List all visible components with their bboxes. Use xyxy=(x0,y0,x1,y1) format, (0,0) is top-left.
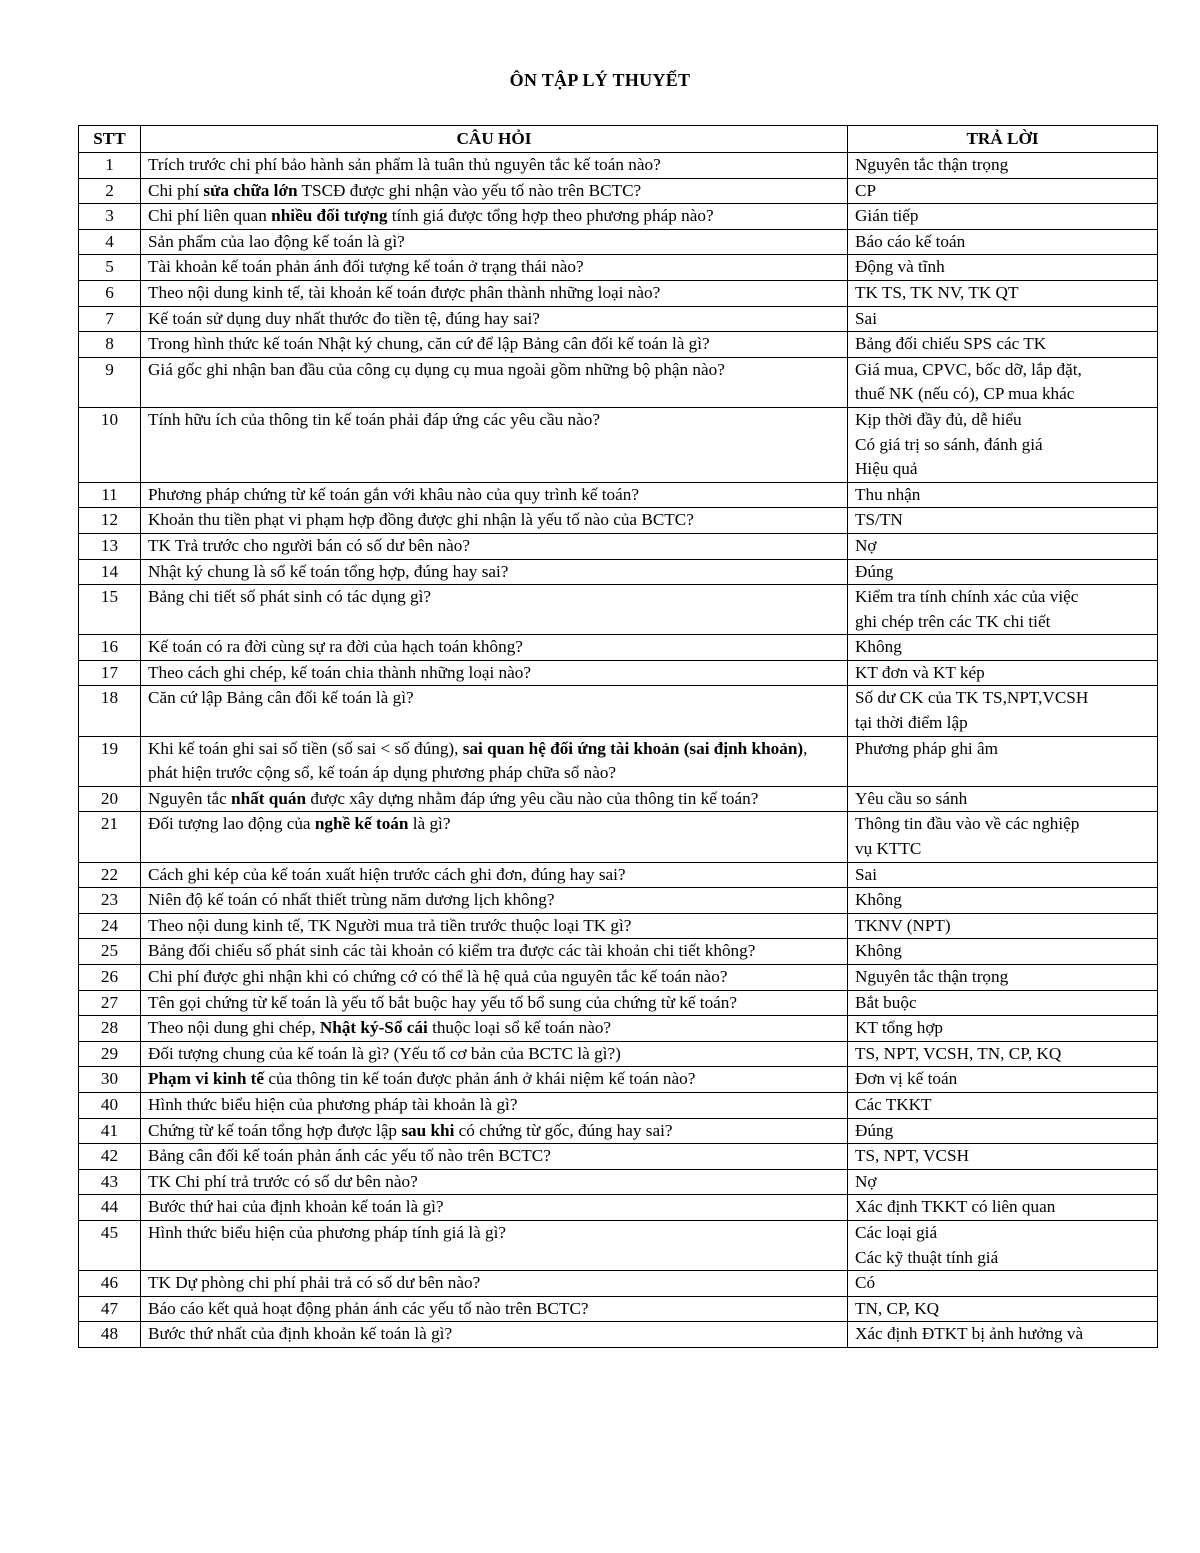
question-cell xyxy=(141,1118,848,1144)
question-cell xyxy=(141,585,848,635)
question-cell xyxy=(141,1067,848,1093)
question-cell xyxy=(141,990,848,1016)
row-number: 41 xyxy=(79,1118,141,1144)
answer-cell xyxy=(848,1322,1158,1348)
answer-line: TN, CP, KQ xyxy=(855,1298,940,1318)
question-text: Bước thứ hai của định khoản kế toán là gì? xyxy=(148,1197,444,1217)
answer-line: vụ KTTC xyxy=(855,839,922,859)
table-row xyxy=(79,1092,1158,1118)
question-emphasis: Phạm vi kinh tế xyxy=(148,1069,265,1089)
answer-cell xyxy=(848,357,1158,407)
question-cell xyxy=(141,204,848,230)
question-text: Hình thức biểu hiện của phương pháp tài khoản là gì? xyxy=(148,1094,518,1114)
table-row xyxy=(79,1067,1158,1093)
answer-cell xyxy=(848,1067,1158,1093)
answer-cell xyxy=(848,786,1158,812)
table-row xyxy=(79,533,1158,559)
row-number: 20 xyxy=(79,786,141,812)
table-body xyxy=(79,153,1158,1348)
answer-cell xyxy=(848,990,1158,1016)
question-cell xyxy=(141,482,848,508)
question-text: , phát hiện trước cộng sổ, kế toán áp dụng phương pháp chữa sổ nào? xyxy=(148,738,808,783)
row-number: 40 xyxy=(79,1092,141,1118)
answer-cell xyxy=(848,1016,1158,1042)
question-emphasis: sau khi xyxy=(401,1120,455,1140)
answer-line: Các TKKT xyxy=(855,1094,932,1114)
row-number: 8 xyxy=(79,332,141,358)
answer-line: Không xyxy=(855,941,902,961)
table-row xyxy=(79,482,1158,508)
question-cell xyxy=(141,1195,848,1221)
table-row xyxy=(79,686,1158,736)
answer-line: Đúng xyxy=(855,1120,894,1140)
answer-cell xyxy=(848,1195,1158,1221)
question-text: có chứng từ gốc, đúng hay sai? xyxy=(454,1120,673,1140)
table-row xyxy=(79,862,1158,888)
question-text: Chi phí được ghi nhận khi có chứng cớ có thể là hệ quả của nguyên tắc kế toán nào? xyxy=(148,967,728,986)
answer-cell xyxy=(848,255,1158,281)
answer-line: Nguyên tắc thận trọng xyxy=(855,155,1009,174)
answer-line: CP xyxy=(855,180,877,200)
row-number: 26 xyxy=(79,965,141,991)
question-cell xyxy=(141,812,848,862)
table-row xyxy=(79,229,1158,255)
question-text: tính giá được tổng hợp theo phương pháp nào? xyxy=(387,206,714,226)
answer-line: Đúng xyxy=(855,561,894,581)
table-row xyxy=(79,332,1158,358)
question-emphasis: sửa chữa lớn xyxy=(203,180,298,200)
table-row xyxy=(79,990,1158,1016)
table-row xyxy=(79,508,1158,534)
answer-line: Nợ xyxy=(855,535,877,555)
question-cell xyxy=(141,888,848,914)
answer-cell xyxy=(848,482,1158,508)
question-text: Đối tượng chung của kế toán là gì? (Yếu tố cơ bản của BCTC là gì?) xyxy=(148,1043,621,1063)
question-cell xyxy=(141,357,848,407)
table-row xyxy=(79,1195,1158,1221)
row-number: 45 xyxy=(79,1220,141,1270)
table-row xyxy=(79,1322,1158,1348)
row-number: 9 xyxy=(79,357,141,407)
answer-cell xyxy=(848,280,1158,306)
answer-line: Có xyxy=(855,1273,876,1293)
table-row xyxy=(79,786,1158,812)
page-title: ÔN TẬP LÝ THUYẾT xyxy=(509,70,691,90)
question-cell xyxy=(141,736,848,786)
question-cell xyxy=(141,1016,848,1042)
question-text: Theo nội dung ghi chép, xyxy=(148,1018,320,1038)
table-row xyxy=(79,585,1158,635)
row-number: 43 xyxy=(79,1169,141,1195)
question-text: Theo nội dung kinh tế, tài khoản kế toán được phân thành những loại nào? xyxy=(148,282,661,302)
question-text: Kế toán sử dụng duy nhất thước đo tiền tệ, đúng hay sai? xyxy=(148,308,540,328)
row-number: 1 xyxy=(79,153,141,179)
qa-table xyxy=(78,125,1158,1348)
answer-cell xyxy=(848,204,1158,230)
answer-cell xyxy=(848,660,1158,686)
answer-cell xyxy=(848,965,1158,991)
row-number: 46 xyxy=(79,1271,141,1297)
question-text: Tài khoản kế toán phản ánh đối tượng kế toán ở trạng thái nào? xyxy=(148,257,584,277)
row-number: 42 xyxy=(79,1144,141,1170)
answer-line: tại thời điểm lập xyxy=(855,713,968,733)
answer-cell xyxy=(848,862,1158,888)
question-cell xyxy=(141,686,848,736)
answer-line: TS, NPT, VCSH, TN, CP, KQ xyxy=(855,1043,1062,1063)
question-text: được xây dựng nhằm đáp ứng yêu cầu nào của thông tin kế toán? xyxy=(306,788,759,808)
row-number: 4 xyxy=(79,229,141,255)
table-row xyxy=(79,255,1158,281)
table-row xyxy=(79,660,1158,686)
answer-cell xyxy=(848,1041,1158,1067)
answer-line: Hiệu quả xyxy=(855,459,918,479)
row-number: 6 xyxy=(79,280,141,306)
question-text: Kế toán có ra đời cùng sự ra đời của hạch toán không? xyxy=(148,637,523,657)
question-cell xyxy=(141,229,848,255)
row-number: 10 xyxy=(79,407,141,482)
header-question: CÂU HỎI xyxy=(141,126,848,153)
question-cell xyxy=(141,1041,848,1067)
answer-line: Báo cáo kế toán xyxy=(855,231,966,251)
table-header-row xyxy=(79,126,1158,153)
question-emphasis: Nhật ký-Sổ cái xyxy=(319,1018,428,1038)
table-row xyxy=(79,178,1158,204)
question-text: Theo cách ghi chép, kế toán chia thành những loại nào? xyxy=(148,662,532,682)
question-cell xyxy=(141,533,848,559)
question-cell xyxy=(141,1271,848,1297)
answer-line: TK TS, TK NV, TK QT xyxy=(855,282,1019,302)
answer-line: Bắt buộc xyxy=(855,992,917,1012)
question-text: Báo cáo kết quả hoạt động phản ánh các yếu tố nào trên BCTC? xyxy=(148,1298,589,1318)
question-text: Trích trước chi phí bảo hành sản phẩm là tuân thủ nguyên tắc kế toán nào? xyxy=(148,155,661,174)
answer-line: Xác định TKKT có liên quan xyxy=(855,1197,1056,1217)
question-text: TK Dự phòng chi phí phải trả có số dư bên nào? xyxy=(148,1273,481,1293)
answer-line: Kịp thời đầy đủ, dễ hiểu xyxy=(855,409,1022,429)
answer-cell xyxy=(848,1296,1158,1322)
table-row xyxy=(79,1016,1158,1042)
table-row xyxy=(79,1118,1158,1144)
answer-cell xyxy=(848,686,1158,736)
table-row xyxy=(79,888,1158,914)
row-number: 44 xyxy=(79,1195,141,1221)
answer-line: Yêu cầu so sánh xyxy=(855,788,968,808)
question-text: Chứng từ kế toán tổng hợp được lập xyxy=(148,1120,402,1140)
answer-line: Phương pháp ghi âm xyxy=(855,738,999,758)
question-text: Chi phí xyxy=(148,180,204,200)
row-number: 7 xyxy=(79,306,141,332)
row-number: 16 xyxy=(79,635,141,661)
answer-cell xyxy=(848,585,1158,635)
table-row xyxy=(79,736,1158,786)
question-cell xyxy=(141,939,848,965)
question-cell xyxy=(141,407,848,482)
row-number: 22 xyxy=(79,862,141,888)
answer-line: Không xyxy=(855,890,902,910)
answer-line: KT tổng hợp xyxy=(855,1018,944,1038)
question-cell xyxy=(141,862,848,888)
answer-cell xyxy=(848,407,1158,482)
answer-cell xyxy=(848,635,1158,661)
question-emphasis: nhiều đối tượng xyxy=(271,206,388,226)
question-text: Giá gốc ghi nhận ban đầu của công cụ dụng cụ mua ngoài gồm những bộ phận nào? xyxy=(148,359,725,379)
question-cell xyxy=(141,1169,848,1195)
question-text: Đối tượng lao động của xyxy=(148,814,315,834)
answer-line: TKNV (NPT) xyxy=(855,915,951,935)
question-cell xyxy=(141,153,848,179)
answer-line: thuế NK (nếu có), CP mua khác xyxy=(855,384,1075,404)
row-number: 12 xyxy=(79,508,141,534)
answer-cell xyxy=(848,1092,1158,1118)
table-row xyxy=(79,635,1158,661)
table-row xyxy=(79,1169,1158,1195)
table-row xyxy=(79,153,1158,179)
table-row xyxy=(79,1041,1158,1067)
row-number: 11 xyxy=(79,482,141,508)
question-cell xyxy=(141,1296,848,1322)
question-cell xyxy=(141,559,848,585)
question-cell xyxy=(141,1322,848,1348)
answer-cell xyxy=(848,1220,1158,1270)
row-number: 24 xyxy=(79,913,141,939)
answer-line: Bảng đối chiếu SPS các TK xyxy=(855,334,1047,354)
answer-line: Có giá trị so sánh, đánh giá xyxy=(855,434,1043,454)
answer-cell xyxy=(848,1271,1158,1297)
question-text: Tính hữu ích của thông tin kế toán phải đáp ứng các yêu cầu nào? xyxy=(148,409,600,429)
question-cell xyxy=(141,1220,848,1270)
question-text: Căn cứ lập Bảng cân đối kế toán là gì? xyxy=(148,688,414,708)
answer-line: TS/TN xyxy=(855,510,903,530)
answer-line: Nguyên tắc thận trọng xyxy=(855,967,1009,986)
answer-cell xyxy=(848,812,1158,862)
question-cell xyxy=(141,255,848,281)
table-row xyxy=(79,1271,1158,1297)
question-text: Hình thức biểu hiện của phương pháp tính giá là gì? xyxy=(148,1222,507,1242)
answer-cell xyxy=(848,508,1158,534)
question-text: thuộc loại sổ kế toán nào? xyxy=(427,1018,612,1038)
answer-cell xyxy=(848,559,1158,585)
answer-line: Đơn vị kế toán xyxy=(855,1069,958,1089)
row-number: 17 xyxy=(79,660,141,686)
row-number: 29 xyxy=(79,1041,141,1067)
table-row xyxy=(79,407,1158,482)
question-text: Tên gọi chứng từ kế toán là yếu tố bắt buộc hay yếu tố bổ sung của chứng từ kế toán? xyxy=(148,992,738,1012)
question-text: Sản phẩm của lao động kế toán là gì? xyxy=(148,231,405,251)
row-number: 25 xyxy=(79,939,141,965)
answer-line: KT đơn và KT kép xyxy=(855,662,985,682)
answer-cell xyxy=(848,533,1158,559)
table-row xyxy=(79,965,1158,991)
question-emphasis: nghề kế toán xyxy=(314,814,409,834)
row-number: 2 xyxy=(79,178,141,204)
question-emphasis: sai quan hệ đối ứng tài khoản (sai định khoản) xyxy=(462,738,804,758)
answer-line: Xác định ĐTKT bị ảnh hưởng và xyxy=(855,1324,1084,1344)
question-cell xyxy=(141,1092,848,1118)
row-number: 23 xyxy=(79,888,141,914)
question-text: là gì? xyxy=(408,814,451,834)
answer-cell xyxy=(848,332,1158,358)
answer-line: Nợ xyxy=(855,1171,877,1191)
question-text: TK Chi phí trả trước có số dư bên nào? xyxy=(148,1171,418,1191)
answer-cell xyxy=(848,1169,1158,1195)
answer-cell xyxy=(848,153,1158,179)
question-cell xyxy=(141,508,848,534)
question-text: TSCĐ được ghi nhận vào yếu tố nào trên BCTC? xyxy=(297,180,642,200)
question-text: Khi kế toán ghi sai số tiền (số sai < số đúng), xyxy=(148,738,463,758)
question-text: Bảng chi tiết số phát sinh có tác dụng gì? xyxy=(148,587,432,607)
answer-cell xyxy=(848,939,1158,965)
question-cell xyxy=(141,1144,848,1170)
row-number: 30 xyxy=(79,1067,141,1093)
answer-cell xyxy=(848,736,1158,786)
question-text: Nguyên tắc xyxy=(148,788,232,808)
answer-cell xyxy=(848,178,1158,204)
answer-cell xyxy=(848,1144,1158,1170)
row-number: 15 xyxy=(79,585,141,635)
table-row xyxy=(79,306,1158,332)
table-row xyxy=(79,913,1158,939)
header-stt: STT xyxy=(79,126,141,153)
question-text: Cách ghi kép của kế toán xuất hiện trước cách ghi đơn, đúng hay sai? xyxy=(148,864,626,884)
table-row xyxy=(79,204,1158,230)
question-text: của thông tin kế toán được phản ánh ở khái niệm kế toán nào? xyxy=(264,1069,696,1089)
table-row xyxy=(79,939,1158,965)
answer-line: Số dư CK của TK TS,NPT,VCSH xyxy=(855,688,1089,708)
question-text: Nhật ký chung là sổ kế toán tổng hợp, đúng hay sai? xyxy=(148,561,509,581)
answer-cell xyxy=(848,1118,1158,1144)
question-cell xyxy=(141,913,848,939)
answer-line: Giá mua, CPVC, bốc dỡ, lắp đặt, xyxy=(855,359,1082,379)
question-text: Bước thứ nhất của định khoản kế toán là gì? xyxy=(148,1324,453,1344)
question-cell xyxy=(141,635,848,661)
question-text: Niên độ kế toán có nhất thiết trùng năm dương lịch không? xyxy=(148,890,555,910)
question-cell xyxy=(141,178,848,204)
question-cell xyxy=(141,786,848,812)
question-cell xyxy=(141,660,848,686)
question-text: Theo nội dung kinh tế, TK Người mua trả tiền trước thuộc loại TK gì? xyxy=(148,915,632,935)
answer-cell xyxy=(848,913,1158,939)
answer-line: Sai xyxy=(855,864,877,884)
row-number: 5 xyxy=(79,255,141,281)
question-text: TK Trả trước cho người bán có số dư bên nào? xyxy=(148,535,471,555)
answer-line: Sai xyxy=(855,308,877,328)
answer-cell xyxy=(848,888,1158,914)
answer-line: TS, NPT, VCSH xyxy=(855,1146,969,1166)
answer-line: Các kỹ thuật tính giá xyxy=(855,1247,999,1267)
answer-line: ghi chép trên các TK chi tiết xyxy=(855,611,1051,631)
answer-cell xyxy=(848,306,1158,332)
row-number: 21 xyxy=(79,812,141,862)
question-cell xyxy=(141,332,848,358)
answer-line: Thông tin đầu vào về các nghiệp xyxy=(855,814,1080,834)
answer-cell xyxy=(848,229,1158,255)
question-cell xyxy=(141,965,848,991)
question-text: Khoản thu tiền phạt vi phạm hợp đồng được ghi nhận là yếu tố nào của BCTC? xyxy=(148,510,694,530)
row-number: 14 xyxy=(79,559,141,585)
row-number: 18 xyxy=(79,686,141,736)
row-number: 28 xyxy=(79,1016,141,1042)
question-text: Bảng đối chiếu số phát sinh các tài khoản có kiểm tra được các tài khoản chi tiết không? xyxy=(148,941,756,961)
row-number: 13 xyxy=(79,533,141,559)
row-number: 48 xyxy=(79,1322,141,1348)
row-number: 47 xyxy=(79,1296,141,1322)
table-row xyxy=(79,1144,1158,1170)
row-number: 27 xyxy=(79,990,141,1016)
row-number: 19 xyxy=(79,736,141,786)
question-cell xyxy=(141,280,848,306)
question-text: Trong hình thức kế toán Nhật ký chung, căn cứ để lập Bảng cân đối kế toán là gì? xyxy=(148,334,710,354)
question-cell xyxy=(141,306,848,332)
answer-line: Động và tĩnh xyxy=(855,257,945,277)
answer-line: Kiểm tra tính chính xác của việc xyxy=(855,587,1079,607)
question-text: Chi phí liên quan xyxy=(148,206,272,226)
table-row xyxy=(79,357,1158,407)
table-row xyxy=(79,812,1158,862)
answer-line: Thu nhận xyxy=(855,484,921,504)
answer-line: Các loại giá xyxy=(855,1222,938,1242)
header-answer: TRẢ LỜI xyxy=(848,126,1158,153)
table-row xyxy=(79,1220,1158,1270)
answer-line: Không xyxy=(855,637,902,657)
question-text: Bảng cân đối kế toán phản ánh các yếu tố nào trên BCTC? xyxy=(148,1146,551,1166)
question-emphasis: nhất quán xyxy=(231,788,307,808)
row-number: 3 xyxy=(79,204,141,230)
table-row xyxy=(79,1296,1158,1322)
table-row xyxy=(79,559,1158,585)
answer-line: Gián tiếp xyxy=(855,206,919,226)
table-row xyxy=(79,280,1158,306)
question-text: Phương pháp chứng từ kế toán gắn với khâu nào của quy trình kế toán? xyxy=(148,484,639,504)
